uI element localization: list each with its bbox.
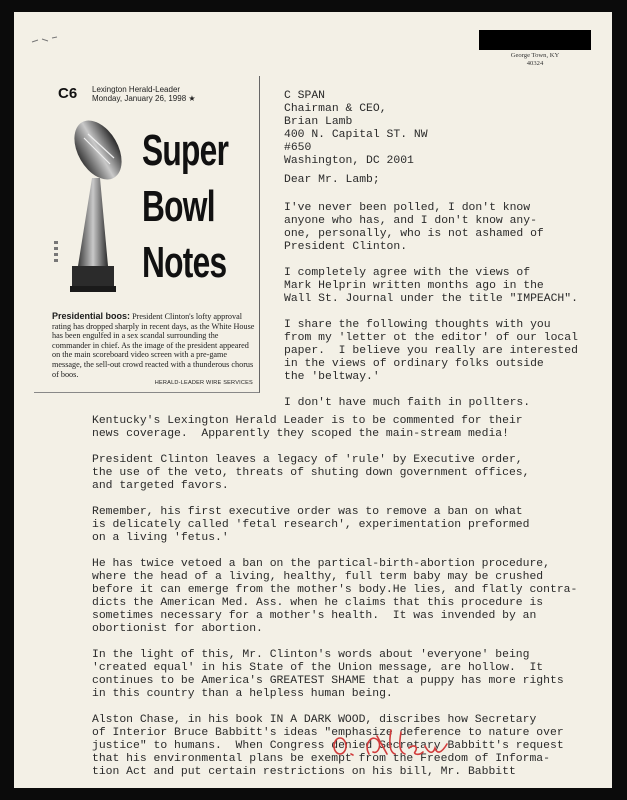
body-line: the use of the veto, threats of shuting down government offices,	[92, 467, 530, 479]
body-line	[92, 545, 577, 558]
body-line: In the light of this, Mr. Clinton's words about 'everyone' being	[92, 649, 530, 661]
addressee-line: C SPAN	[284, 90, 326, 102]
letter-line: I've never been polled, I don't know	[284, 202, 531, 214]
body-line: before it can emerge from the mother's body.He lies, and flatly contra-	[92, 584, 578, 596]
letter-line: I share the following thoughts with you	[284, 319, 551, 331]
letter-line	[284, 384, 578, 397]
letter-line: one, personally, who is not ashamed of	[284, 228, 544, 240]
addressee-line: Washington, DC 2001	[284, 155, 414, 167]
sender-city: George Town, KY	[510, 52, 560, 59]
letter-line: President Clinton.	[284, 241, 408, 253]
body-line: Remember, his first executive order was to remove a ban on what	[92, 506, 523, 518]
addressee-line: Brian Lamb	[284, 116, 353, 128]
letter-page	[14, 12, 612, 788]
body-line: Kentucky's Lexington Herald Leader is to be commented for their	[92, 415, 523, 427]
headline-line-3: Notes	[142, 238, 227, 287]
pen-mark-scribble	[30, 34, 60, 46]
return-address	[476, 52, 594, 68]
letter-line	[284, 306, 578, 319]
photo-caption	[52, 312, 257, 379]
addressee-line: #650	[284, 142, 312, 154]
star-icon: ★	[188, 94, 196, 103]
clipping-newspaper-name: Lexington Herald-Leader	[92, 85, 181, 94]
body-line: 'created equal' in his State of the Union message, are hollow. It	[92, 662, 544, 674]
trophy-photo-icon	[48, 116, 140, 296]
newspaper-clipping	[34, 76, 260, 393]
handwritten-signature	[329, 724, 489, 769]
letter-line: paper. I believe you really are interested	[284, 345, 578, 357]
body-line: is delicately called 'fetal research', experimentation preformed	[92, 519, 530, 531]
body-line: dicts the American Med. Ass. when he claims that this procedure is	[92, 597, 544, 609]
body-line: President Clinton leaves a legacy of 'rule' by Executive order,	[92, 454, 523, 466]
body-line: tion Act and put certain restrictions on his bill, Mr. Babbitt	[92, 766, 516, 778]
letter-line	[284, 254, 578, 267]
letter-line: I completely agree with the views of	[284, 267, 531, 279]
sender-zip: 40324	[526, 60, 544, 67]
body-line	[92, 441, 577, 454]
letter-opening-paragraphs	[284, 202, 578, 410]
letter-line: from my 'letter ot the editor' of our local	[284, 332, 578, 344]
body-line: justice" to humans. When Congress denied Secretary Babbitt's request	[92, 740, 564, 752]
body-line: sometimes necessary for a mother's health. It was invended by an	[92, 610, 537, 622]
clipping-date-text: Monday, January 26, 1998	[92, 94, 187, 103]
body-line	[92, 701, 577, 714]
body-line: that his environmental plans be exempt from the Freedom of Informa-	[92, 753, 550, 765]
clipping-date	[92, 94, 196, 103]
body-line: and targeted favors.	[92, 480, 229, 492]
addressee-line: 400 N. Capital ST. NW	[284, 129, 428, 141]
body-line	[92, 636, 577, 649]
letter-line: I don't have much faith in pollters.	[284, 397, 531, 409]
wire-service-credit: HERALD-LEADER WIRE SERVICES	[154, 380, 253, 386]
body-line: obortionist for abortion.	[92, 623, 263, 635]
addressee-block	[284, 90, 428, 168]
body-line: of Interior Bruce Babbitt's ideas "emphasize deference to nature over	[92, 727, 564, 739]
clipping-page-label: C6	[58, 85, 78, 102]
body-line: news coverage. Apparently they scoped the main-stream media!	[92, 428, 509, 440]
caption-lead: Presidential boos:	[52, 311, 131, 321]
body-line: He has twice vetoed a ban on the partical-birth-abortion procedure,	[92, 558, 550, 570]
redacted-name-block	[479, 30, 591, 50]
body-line: where the head of a living, healthy, full term baby may be crushed	[92, 571, 544, 583]
letter-line: Wall St. Journal under the title "IMPEACH".	[284, 293, 578, 305]
letter-line: the 'beltway.'	[284, 371, 380, 383]
headline-line-2: Bowl	[142, 182, 215, 231]
letter-line: Mark Helprin written months ago in the	[284, 280, 544, 292]
letter-line: in the views of ordinary folks outside	[284, 358, 544, 370]
caption-body: President Clinton's lofty approval rating has dropped sharply in recent days, as the White House has been engulfed in a sex scandal surrounding the commander in chief. As the image of the president appeared on the main scoreboard video screen with a pre-game message, the sell-out crowd reacted with a thunderous chorus of boos.	[52, 312, 255, 379]
salutation: Dear Mr. Lamb;	[284, 174, 380, 186]
body-line: on a living 'fetus.'	[92, 532, 229, 544]
letter-line: anyone who has, and I don't know any-	[284, 215, 537, 227]
body-line: in this country than a helpless human being.	[92, 688, 393, 700]
body-line: continues to be America's GREATEST SHAME that a puppy has more rights	[92, 675, 564, 687]
body-line	[92, 493, 577, 506]
addressee-line: Chairman & CEO,	[284, 103, 387, 115]
body-line: Alston Chase, in his book IN A DARK WOOD, discribes how Secretary	[92, 714, 537, 726]
headline-line-1: Super	[142, 126, 229, 175]
